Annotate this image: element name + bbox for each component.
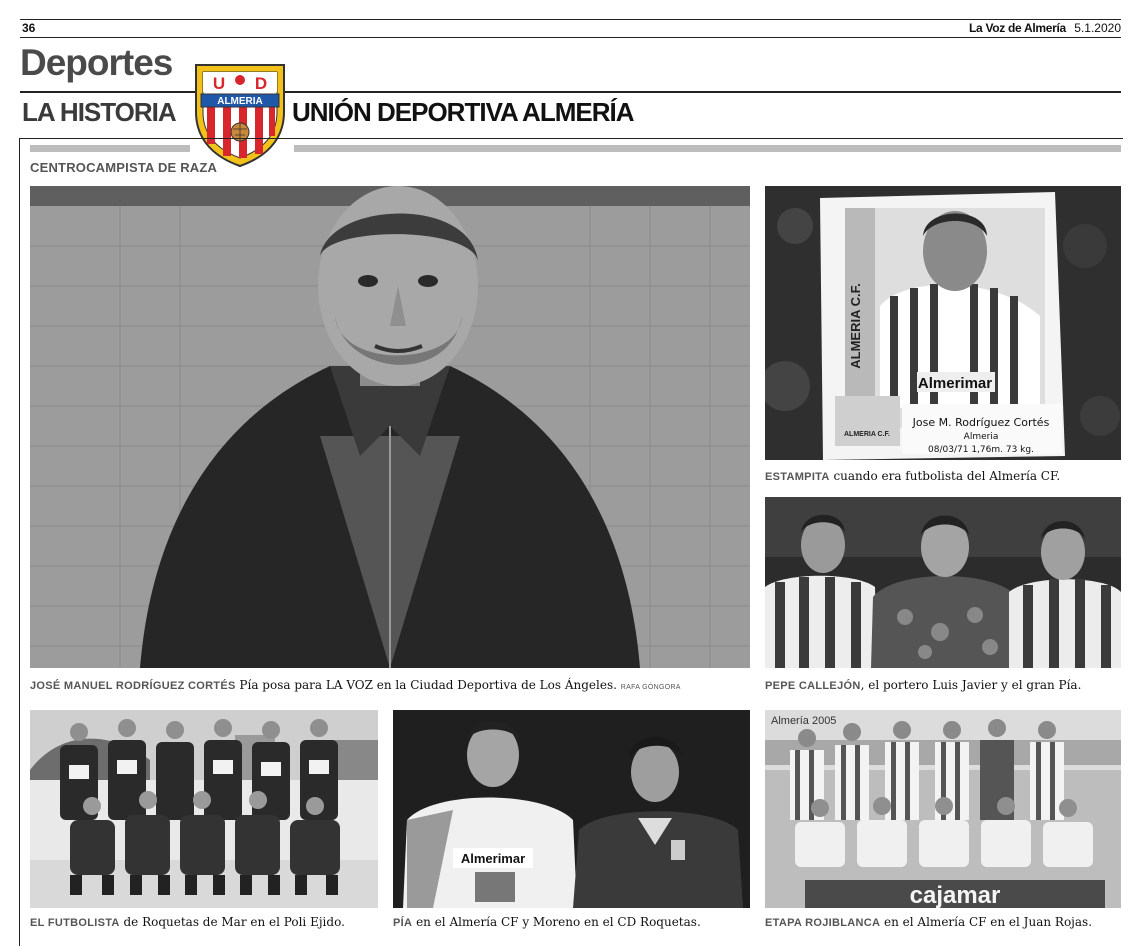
card-stats: 08/03/71 1,76m. 73 kg. [928,445,1034,455]
section-title: Deportes [20,42,173,83]
caption-lead: PEPE CALLEJÓN [765,680,861,692]
caption-lead: EL FUTBOLISTA [30,917,120,929]
publication-name: La Voz de Almería [969,21,1066,35]
duo-players-photo [393,710,750,908]
caption-text: cuando era futbolista del Almería CF. [829,469,1061,483]
caption-text: en el Almería CF y Moreno en el CD Roquetas. [412,915,701,929]
trading-card-photo [765,186,1121,460]
card-city: Almeria [963,432,999,442]
kicker-label: LA HISTORIA [22,97,176,127]
caption-lead: JOSÉ MANUEL RODRÍGUEZ CORTÉS [30,680,236,692]
almeria-caption [765,915,1092,929]
main-portrait-photo [30,186,750,668]
crest-band-text: ALMERIA [217,96,263,107]
caption-lead: ETAPA ROJIBLANCA [765,917,881,929]
issue-date: 5.1.2020 [1074,21,1121,35]
grey-bar-left [30,145,190,152]
headline: UNIÓN DEPORTIVA ALMERÍA [292,97,634,127]
duo-shirt-sponsor: Almerimar [460,851,526,866]
duo-caption [393,915,701,929]
caption-text: de Roquetas de Mar en el Poli Ejido. [119,915,345,929]
page-number: 36 [22,21,36,35]
card-sponsor: Almerimar [917,375,993,392]
card-club-vertical: ALMERIA C.F. [848,283,863,369]
masthead [969,21,1121,35]
subhead: CENTROCAMPISTA DE RAZA [30,160,218,175]
photo-credit: RAFA GÓNGORA [620,684,681,691]
card-club-badge: ALMERIA C.F. [843,431,891,438]
almeria-team-photo [765,710,1121,908]
header-rule [20,37,1121,38]
caption-text: Pía posa para LA VOZ en la Ciudad Deportiva de Los Ángeles. [235,678,617,692]
caption-lead: PÍA [393,917,413,929]
crest-letter-d: D [254,74,268,93]
grey-bar-right [294,145,1121,152]
caption-text: , el portero Luis Javier y el gran Pía. [860,678,1082,692]
banner-top-text: Almería 2005 [771,715,837,727]
roquetas-caption [30,915,345,929]
card-player-name: Jose M. Rodríguez Cortés [912,416,1050,429]
trio-caption [765,678,1081,692]
banner-bottom-text: cajamar [909,882,1001,908]
top-rule [20,19,1121,20]
trio-players-photo [765,497,1121,668]
crest-letter-u: U [212,74,226,93]
card-caption [765,469,1060,483]
caption-lead: ESTAMPITA [765,471,830,483]
main-portrait-caption [30,678,681,692]
roquetas-team-photo [30,710,378,908]
section-rule [20,91,1121,93]
caption-text: en el Almería CF en el Juan Rojas. [880,915,1093,929]
